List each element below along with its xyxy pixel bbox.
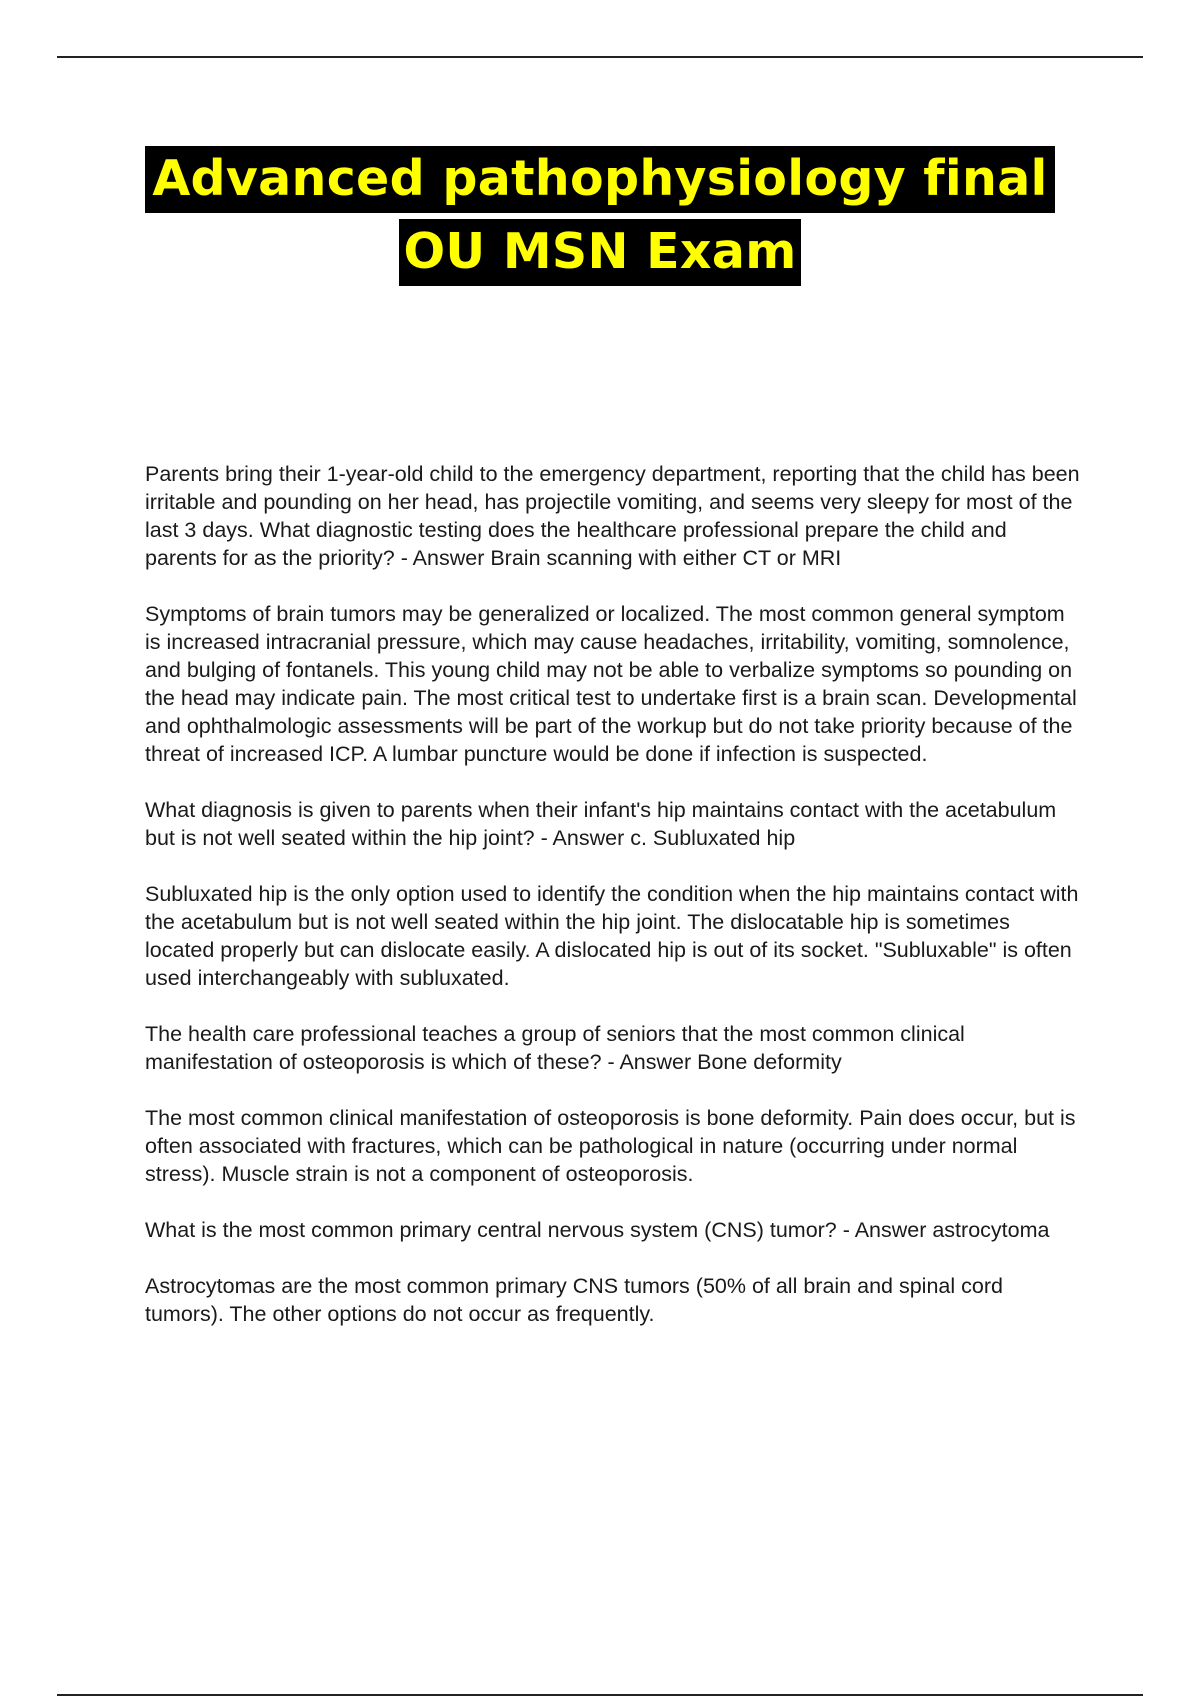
header-rule xyxy=(57,56,1143,58)
title-line-1: Advanced pathophysiology final xyxy=(145,146,1055,213)
title-line-2: OU MSN Exam xyxy=(399,219,801,286)
rationale-paragraph: Astrocytomas are the most common primary CNS tumors (50% of all brain and spinal cord tumors). The other options do not occur as frequently. xyxy=(145,1274,1003,1326)
document-body xyxy=(145,460,1080,1356)
rationale-paragraph: Subluxated hip is the only option used to identify the condition when the hip maintains contact with the acetabulum but is not well seated within the hip joint. The dislocatable hip is sometimes located properly but can dislocate easily. A dislocated hip is out of its socket. "Subluxable" is often used interchangeably with subluxated. xyxy=(145,882,1079,990)
question-paragraph: The health care professional teaches a group of seniors that the most common clinical manifestation of osteoporosis is which of these? - Answer Bone deformity xyxy=(145,1022,965,1074)
rationale-paragraph: Symptoms of brain tumors may be generalized or localized. The most common general symptom is increased intracranial pressure, which may cause headaches, irritability, vomiting, somnolence, and bulging of fontanels. This young child may not be able to verbalize symptoms so pounding on the head may indicate pain. The most critical test to undertake first is a brain scan. Developmental and ophthalmologic assessments will be part of the workup but do not take priority because of the threat of increased ICP. A lumbar puncture would be done if infection is suspected. xyxy=(145,602,1077,766)
question-paragraph: Parents bring their 1-year-old child to the emergency department, reporting that the child has been irritable and pounding on her head, has projectile vomiting, and seems very sleepy for most of the last 3 days. What diagnostic testing does the healthcare professional prepare the child and parents for as the priority? - Answer Brain scanning with either CT or MRI xyxy=(145,462,1080,570)
question-paragraph: What is the most common primary central nervous system (CNS) tumor? - Answer astrocytoma xyxy=(145,1218,1050,1242)
document-title xyxy=(0,146,1200,286)
footer-rule xyxy=(57,1694,1143,1696)
question-paragraph: What diagnosis is given to parents when their infant's hip maintains contact with the acetabulum but is not well seated within the hip joint? - Answer c. Subluxated hip xyxy=(145,798,1057,850)
rationale-paragraph: The most common clinical manifestation of osteoporosis is bone deformity. Pain does occur, but is often associated with fractures, which can be pathological in nature (occurring under normal stress). Muscle strain is not a component of osteoporosis. xyxy=(145,1106,1076,1186)
